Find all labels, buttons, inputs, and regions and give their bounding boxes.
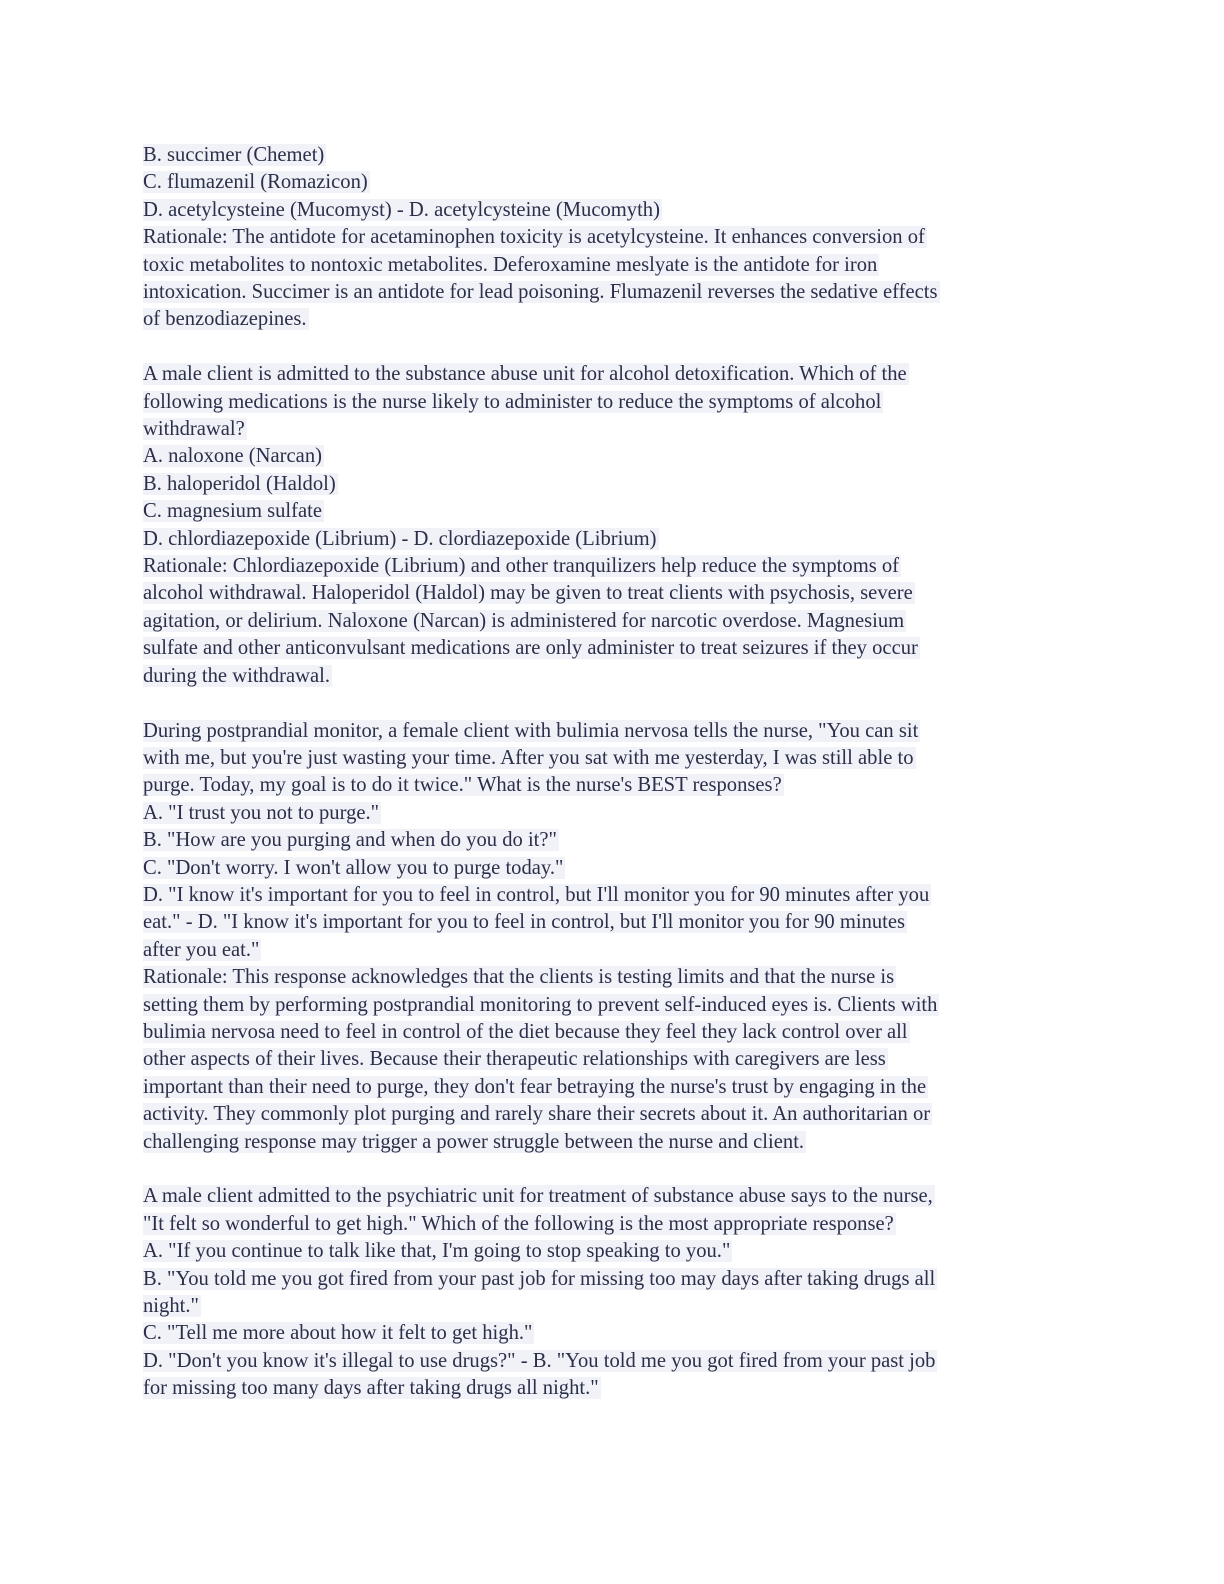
text-line-content: following medications is the nurse likely to administer to reduce the symptoms of alcohol xyxy=(143,390,882,413)
text-line xyxy=(143,827,1083,854)
text-line xyxy=(143,498,1083,525)
text-line xyxy=(143,1375,1083,1402)
text-line-content: activity. They commonly plot purging and rarely share their secrets about it. An authoritarian or xyxy=(143,1103,931,1126)
text-line-content: A. "I trust you not to purge." xyxy=(143,801,380,824)
text-line xyxy=(143,855,1083,882)
text-line xyxy=(143,416,1083,443)
text-line xyxy=(143,1293,1083,1320)
question-block xyxy=(143,361,1083,690)
question-block xyxy=(143,142,1083,334)
text-line-content: D. chlordiazepoxide (Librium) - D. clordiazepoxide (Librium) xyxy=(143,527,657,550)
document-body xyxy=(143,142,1083,1403)
text-line-content: C. "Don't worry. I won't allow you to purge today." xyxy=(143,856,564,879)
text-line xyxy=(143,1238,1083,1265)
text-line xyxy=(143,1129,1083,1156)
text-line xyxy=(143,389,1083,416)
text-line-content: night." xyxy=(143,1295,199,1318)
text-line xyxy=(143,224,1083,251)
text-line-content: agitation, or delirium. Naloxone (Narcan) is administered for narcotic overdose. Magnesium xyxy=(143,609,905,632)
text-line-content: alcohol withdrawal. Haloperidol (Haldol) may be given to treat clients with psychosis, severe xyxy=(143,582,913,605)
text-line-content: Rationale: This response acknowledges that the clients is testing limits and that the nurse is xyxy=(143,966,895,989)
text-line-content: C. flumazenil (Romazicon) xyxy=(143,171,368,194)
text-line xyxy=(143,1046,1083,1073)
text-line xyxy=(143,580,1083,607)
text-line-content: A. naloxone (Narcan) xyxy=(143,445,322,468)
text-line-content: intoxication. Succimer is an antidote for lead poisoning. Flumazenil reverses the sedative effects xyxy=(143,281,938,304)
text-line-content: challenging response may trigger a power struggle between the nurse and client. xyxy=(143,1130,805,1153)
text-line xyxy=(143,909,1083,936)
text-line xyxy=(143,1266,1083,1293)
question-block xyxy=(143,1183,1083,1402)
question-block xyxy=(143,718,1083,1157)
text-line-content: B. haloperidol (Haldol) xyxy=(143,472,336,495)
text-line xyxy=(143,526,1083,553)
text-line-content: other aspects of their lives. Because their therapeutic relationships with caregivers are less xyxy=(143,1048,886,1071)
text-line xyxy=(143,1183,1083,1210)
text-line xyxy=(143,635,1083,662)
text-line xyxy=(143,361,1083,388)
text-line xyxy=(143,800,1083,827)
text-line xyxy=(143,663,1083,690)
text-line xyxy=(143,252,1083,279)
text-line-content: During postprandial monitor, a female client with bulimia nervosa tells the nurse, "You can sit xyxy=(143,719,919,742)
text-line-content: A male client admitted to the psychiatric unit for treatment of substance abuse says to the nurse, xyxy=(143,1185,933,1208)
text-line-content: B. "How are you purging and when do you do it?" xyxy=(143,829,557,852)
text-line-content: Rationale: Chlordiazepoxide (Librium) and other tranquilizers help reduce the symptoms of xyxy=(143,555,900,578)
text-line-content: Rationale: The antidote for acetaminophen toxicity is acetylcysteine. It enhances conversion of xyxy=(143,226,925,249)
text-line xyxy=(143,553,1083,580)
text-line-content: D. "Don't you know it's illegal to use drugs?" - B. "You told me you got fired from your past job xyxy=(143,1349,936,1372)
text-line xyxy=(143,1101,1083,1128)
text-line xyxy=(143,142,1083,169)
text-line-content: B. "You told me you got fired from your past job for missing too may days after taking drugs all xyxy=(143,1267,936,1290)
text-line-content: during the withdrawal. xyxy=(143,664,331,687)
text-line xyxy=(143,169,1083,196)
text-line-content: D. acetylcysteine (Mucomyst) - D. acetylcysteine (Mucomyth) xyxy=(143,198,660,221)
text-line xyxy=(143,772,1083,799)
text-line xyxy=(143,718,1083,745)
text-line xyxy=(143,306,1083,333)
text-line xyxy=(143,937,1083,964)
text-line-content: sulfate and other anticonvulsant medications are only administer to treat seizures if they occur xyxy=(143,637,918,660)
text-line xyxy=(143,992,1083,1019)
text-line-content: withdrawal? xyxy=(143,418,245,441)
text-line xyxy=(143,197,1083,224)
text-line xyxy=(143,443,1083,470)
text-line xyxy=(143,608,1083,635)
text-line xyxy=(143,1348,1083,1375)
text-line-content: of benzodiazepines. xyxy=(143,308,307,331)
text-line-content: A male client is admitted to the substance abuse unit for alcohol detoxification. Which of the xyxy=(143,363,907,386)
text-line-content: bulimia nervosa need to feel in control of the diet because they feel they lack control over all xyxy=(143,1020,908,1043)
text-line xyxy=(143,1019,1083,1046)
text-line xyxy=(143,882,1083,909)
text-line-content: "It felt so wonderful to get high." Which of the following is the most appropriate response? xyxy=(143,1212,894,1235)
text-line xyxy=(143,964,1083,991)
text-line-content: for missing too many days after taking drugs all night." xyxy=(143,1377,599,1400)
text-line-content: C. "Tell me more about how it felt to get high." xyxy=(143,1322,533,1345)
text-line-content: important than their need to purge, they don't fear betraying the nurse's trust by engaging in the xyxy=(143,1075,927,1098)
text-line-content: purge. Today, my goal is to do it twice." What is the nurse's BEST responses? xyxy=(143,774,782,797)
text-line-content: with me, but you're just wasting your time. After you sat with me yesterday, I was still able to xyxy=(143,746,914,769)
text-line-content: setting them by performing postprandial monitoring to prevent self-induced eyes is. Clients with xyxy=(143,993,938,1016)
text-line xyxy=(143,1320,1083,1347)
text-line-content: A. "If you continue to talk like that, I'm going to stop speaking to you." xyxy=(143,1240,731,1263)
text-line xyxy=(143,471,1083,498)
text-line-content: C. magnesium sulfate xyxy=(143,500,323,523)
text-line-content: B. succimer (Chemet) xyxy=(143,144,325,166)
text-line xyxy=(143,1074,1083,1101)
text-line-content: D. "I know it's important for you to feel in control, but I'll monitor you for 90 minutes after you xyxy=(143,883,930,906)
text-line xyxy=(143,279,1083,306)
text-line-content: after you eat." xyxy=(143,938,260,961)
text-line-content: toxic metabolites to nontoxic metabolites. Deferoxamine meslyate is the antidote for iron xyxy=(143,253,878,276)
text-line xyxy=(143,1211,1083,1238)
text-line-content: eat." - D. "I know it's important for you to feel in control, but I'll monitor you for 90 minutes xyxy=(143,911,906,934)
text-line xyxy=(143,745,1083,772)
